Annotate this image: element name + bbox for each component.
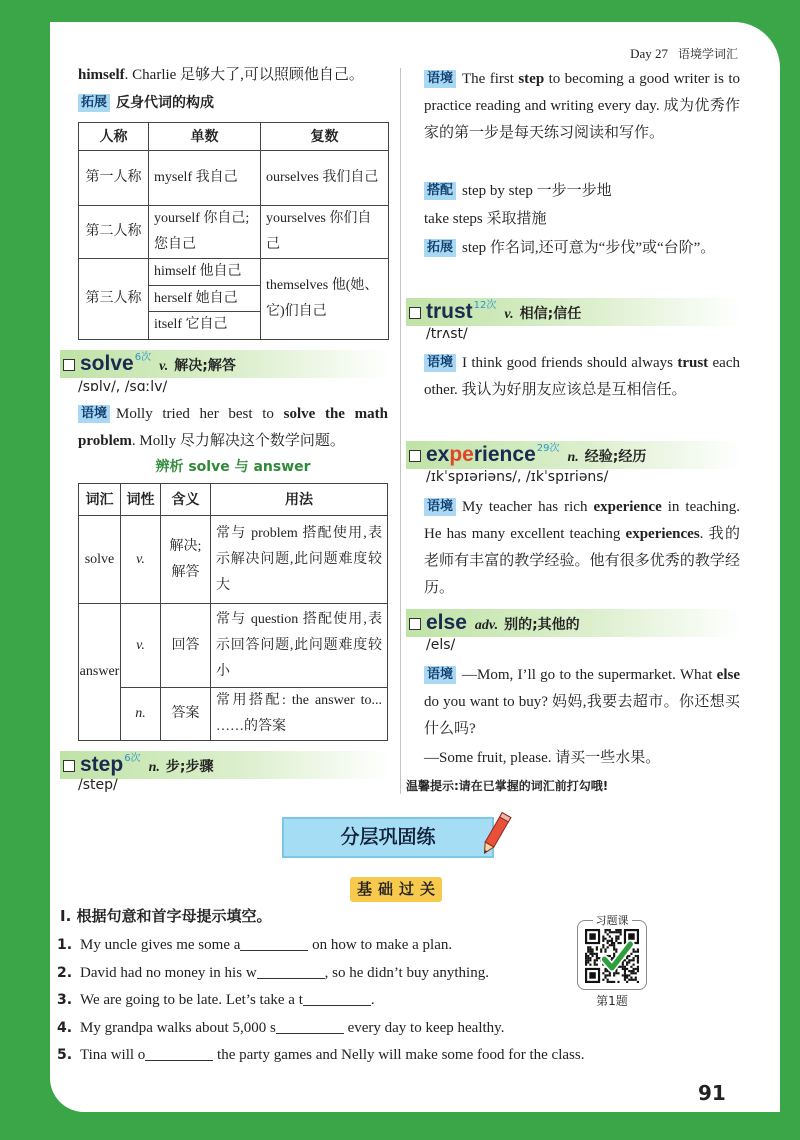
table-row [79, 516, 388, 604]
checkbox-icon [409, 618, 421, 630]
extension-note [424, 235, 740, 262]
qr-code [585, 929, 639, 983]
example-text: . Molly 尽力解决这个数学问题。 [131, 433, 345, 449]
singular-item: himself 他自己 [149, 259, 260, 286]
frequency-count: 29次 [536, 443, 560, 454]
word-meaning: 别的;其他的 [504, 617, 580, 633]
table-header: 含义 [161, 484, 211, 516]
example-text: I think good friends should always [462, 355, 678, 371]
table-row [79, 604, 388, 688]
phonetic: /els/ [426, 637, 456, 653]
context-tag: 语境 [78, 405, 110, 423]
bold-word: himself [78, 67, 125, 83]
level-heading: 基础过关 [350, 877, 442, 902]
extension-tag: 拓展 [78, 94, 110, 112]
table-row [79, 688, 388, 741]
context-example [424, 662, 740, 743]
word-meaning: 经验;经历 [584, 449, 647, 465]
meaning-cell: 解决;解答 [161, 516, 211, 604]
qr-label: 习题课 [593, 914, 632, 927]
exercise-item [57, 960, 489, 987]
exercise-item [57, 1015, 504, 1042]
bold-phrase: experiences [625, 526, 700, 542]
table-header: 复数 [261, 123, 389, 151]
page-number: 91 [698, 1081, 726, 1105]
collocation-tag: 搭配 [424, 182, 456, 200]
exercise-item [57, 1042, 584, 1069]
table-header: 词性 [121, 484, 161, 516]
reflexive-pronoun-table [78, 122, 389, 340]
example-text: in teaching. He has many excellent teaching [424, 499, 740, 542]
exercise-text: My uncle gives me some [80, 937, 234, 953]
bold-phrase: trust [677, 355, 709, 371]
pos-cell: v. [121, 516, 161, 604]
word-heading-solve [60, 350, 390, 378]
extension-title: 反身代词的构成 [116, 95, 215, 111]
headword: trust [426, 300, 473, 323]
singular-item: herself 她自己 [149, 286, 260, 313]
pencil-icon [478, 810, 512, 860]
headword-part: ex [426, 443, 450, 466]
usage-cell: 常用搭配: the answer to... ……的答案 [211, 688, 388, 741]
example-text: —Mom, I’ll go to the supermarket. What [462, 667, 717, 683]
exercise-item [57, 987, 375, 1014]
exercise-text: David had no money in his [80, 965, 246, 981]
himself-example [78, 62, 390, 89]
exercise-text: every day to keep healthy. [343, 1020, 505, 1036]
checkbox-icon [63, 359, 75, 371]
word-meaning: 相信;信任 [519, 306, 582, 322]
hint-letter: t [298, 992, 303, 1008]
part-of-speech: v. [504, 307, 514, 322]
solve-answer-comparison-table [78, 483, 388, 741]
collocation-text: step by step 一步一步地 [462, 183, 612, 199]
exercise-number: 2. [57, 965, 73, 981]
hint-letter: s [269, 1020, 276, 1036]
hint-letter: o [137, 1047, 146, 1063]
word-cell: answer [79, 604, 121, 741]
page-header [630, 45, 738, 62]
headword: else [426, 611, 467, 634]
exercise-text: Tina will [80, 1047, 138, 1063]
example-text: My teacher has rich [462, 499, 594, 515]
exercise-text: , so he didn’t buy anything. [324, 965, 489, 981]
qr-caption: 第1题 [596, 994, 628, 1008]
headword-part: rience [473, 443, 536, 466]
section-title: 语境学词汇 [677, 47, 738, 61]
meaning-cell: 回答 [161, 604, 211, 688]
phonetic: /ɪkˈspɪəriəns/, /ɪkˈspɪriəns/ [426, 469, 609, 485]
plural-cell: themselves 他(她、它)们自己 [261, 259, 389, 340]
phonetic: /step/ [78, 777, 118, 793]
exercise-text: My grandpa walks about 5,000 [80, 1020, 270, 1036]
singular-cell [149, 259, 261, 340]
table-header: 单数 [149, 123, 261, 151]
answer-blank [240, 937, 308, 951]
table-header-row [79, 484, 388, 516]
bold-phrase: else [716, 667, 740, 683]
word-heading-trust [406, 298, 742, 326]
word-meaning: 解决;解答 [174, 358, 236, 374]
exercise-instruction: Ⅰ. 根据句意和首字母提示填空。 [60, 907, 272, 925]
exercise-number: 3. [57, 992, 73, 1008]
exercise-text: on how to make a plan. [308, 937, 453, 953]
collocation-line [424, 178, 740, 205]
headword: step [80, 753, 124, 776]
phonetic: /sɒlv/, /sɑːlv/ [78, 379, 168, 395]
person-cell: 第二人称 [79, 206, 149, 259]
exercise-number: 4. [57, 1020, 73, 1036]
person-cell: 第一人称 [79, 151, 149, 206]
frequency-count: 6次 [124, 753, 141, 764]
table-row [79, 151, 389, 206]
dialogue-reply: —Some fruit, please. 请买一些水果。 [424, 750, 661, 766]
context-example [424, 350, 740, 404]
pos-cell: v. [121, 604, 161, 688]
meaning-cell: 答案 [161, 688, 211, 741]
collocation-text: take steps 采取措施 [424, 211, 547, 227]
exercise-text: We are going to be late. Let’s take a [80, 992, 299, 1008]
hint-letter: a [233, 937, 241, 953]
hint-letter: w [245, 965, 257, 981]
part-of-speech: n. [148, 760, 160, 775]
extension-text: step 作名词,还可意为“步伐”或“台阶”。 [462, 240, 716, 256]
example-text: do you want to buy? 妈妈,我要去超市。你还想买什么吗? [424, 694, 740, 737]
frequency-count: 12次 [473, 300, 497, 311]
checkbox-icon [63, 760, 75, 772]
headword: solve [80, 352, 134, 375]
context-tag: 语境 [424, 70, 456, 88]
analysis-title: 辨析 solve 与 answer [155, 459, 311, 475]
example-text: each other. 我认为好朋友应该总是互相信任。 [424, 355, 740, 398]
column-divider [400, 68, 401, 794]
day-label: Day 27 [630, 46, 668, 61]
exercise-number: 5. [57, 1047, 73, 1063]
example-text: Molly tried her best to [116, 406, 284, 422]
example-text: . Charlie 足够大了,可以照顾他自己。 [124, 67, 364, 83]
part-of-speech: n. [567, 450, 579, 465]
usage-cell: 常与 question 搭配使用,表示回答问题,此问题难度较小 [211, 604, 388, 688]
bold-phrase: experience [593, 499, 662, 515]
context-example [424, 494, 740, 602]
pronoun-extension-heading [78, 90, 390, 117]
exercise-text: the party games and Nelly will make some food for the class. [213, 1047, 585, 1063]
phonetic: /trʌst/ [426, 326, 468, 342]
word-cell: solve [79, 516, 121, 604]
word-heading-else [406, 609, 742, 637]
context-tag: 语境 [424, 354, 456, 372]
word-meaning: 步;步骤 [165, 759, 214, 775]
qr-label-wrap [577, 911, 647, 929]
exercise-text: . [370, 992, 375, 1008]
context-example [78, 401, 388, 455]
answer-blank [303, 992, 371, 1006]
exercise-item [57, 932, 452, 959]
part-of-speech: adv. [474, 618, 499, 633]
example-text: . 我的老师有丰富的教学经验。他有很多优秀的教学经历。 [424, 526, 740, 596]
bold-phrase: step [518, 71, 545, 87]
table-row [79, 206, 389, 259]
checkbox-icon [409, 307, 421, 319]
singular-item: itself 它自己 [154, 317, 228, 333]
person-cell: 第三人称 [79, 259, 149, 340]
singular-cell: yourself 你自己;您自己 [149, 206, 261, 259]
pos-cell: n. [121, 688, 161, 741]
singular-cell: myself 我自己 [149, 151, 261, 206]
table-header: 用法 [211, 484, 388, 516]
frequency-count: 6次 [134, 352, 152, 363]
plural-cell: ourselves 我们自己 [261, 151, 389, 206]
word-heading-experience [406, 441, 742, 469]
headword-stress-part: pe [449, 443, 474, 466]
table-header: 人称 [79, 123, 149, 151]
exercise-number: 1. [57, 937, 73, 953]
plural-cell: yourselves 你们自己 [261, 206, 389, 259]
part-of-speech: v. [159, 359, 169, 374]
tip-text: 温馨提示:请在已掌握的词汇前打勾哦! [406, 779, 609, 793]
context-tag: 语境 [424, 498, 456, 516]
table-header-row [79, 123, 389, 151]
usage-cell: 常与 problem 搭配使用,表示解决问题,此问题难度较大 [211, 516, 388, 604]
example-text: The first [462, 71, 519, 87]
checkbox-icon [409, 450, 421, 462]
example-text: to becoming a good writer is to practice reading and writing every day. 成为优秀作家的第一步是每天练习阅读和写作。 [424, 71, 741, 141]
answer-blank [257, 965, 325, 979]
practice-banner: 分层巩固练 [282, 817, 494, 858]
bold-phrase: solve the math problem [78, 406, 388, 449]
context-tag: 语境 [424, 666, 456, 684]
answer-blank [276, 1020, 344, 1034]
headword [426, 443, 536, 466]
extension-tag: 拓展 [424, 239, 456, 257]
table-row [79, 259, 389, 340]
answer-blank [145, 1047, 213, 1061]
context-example [424, 66, 740, 147]
table-header: 词汇 [79, 484, 121, 516]
